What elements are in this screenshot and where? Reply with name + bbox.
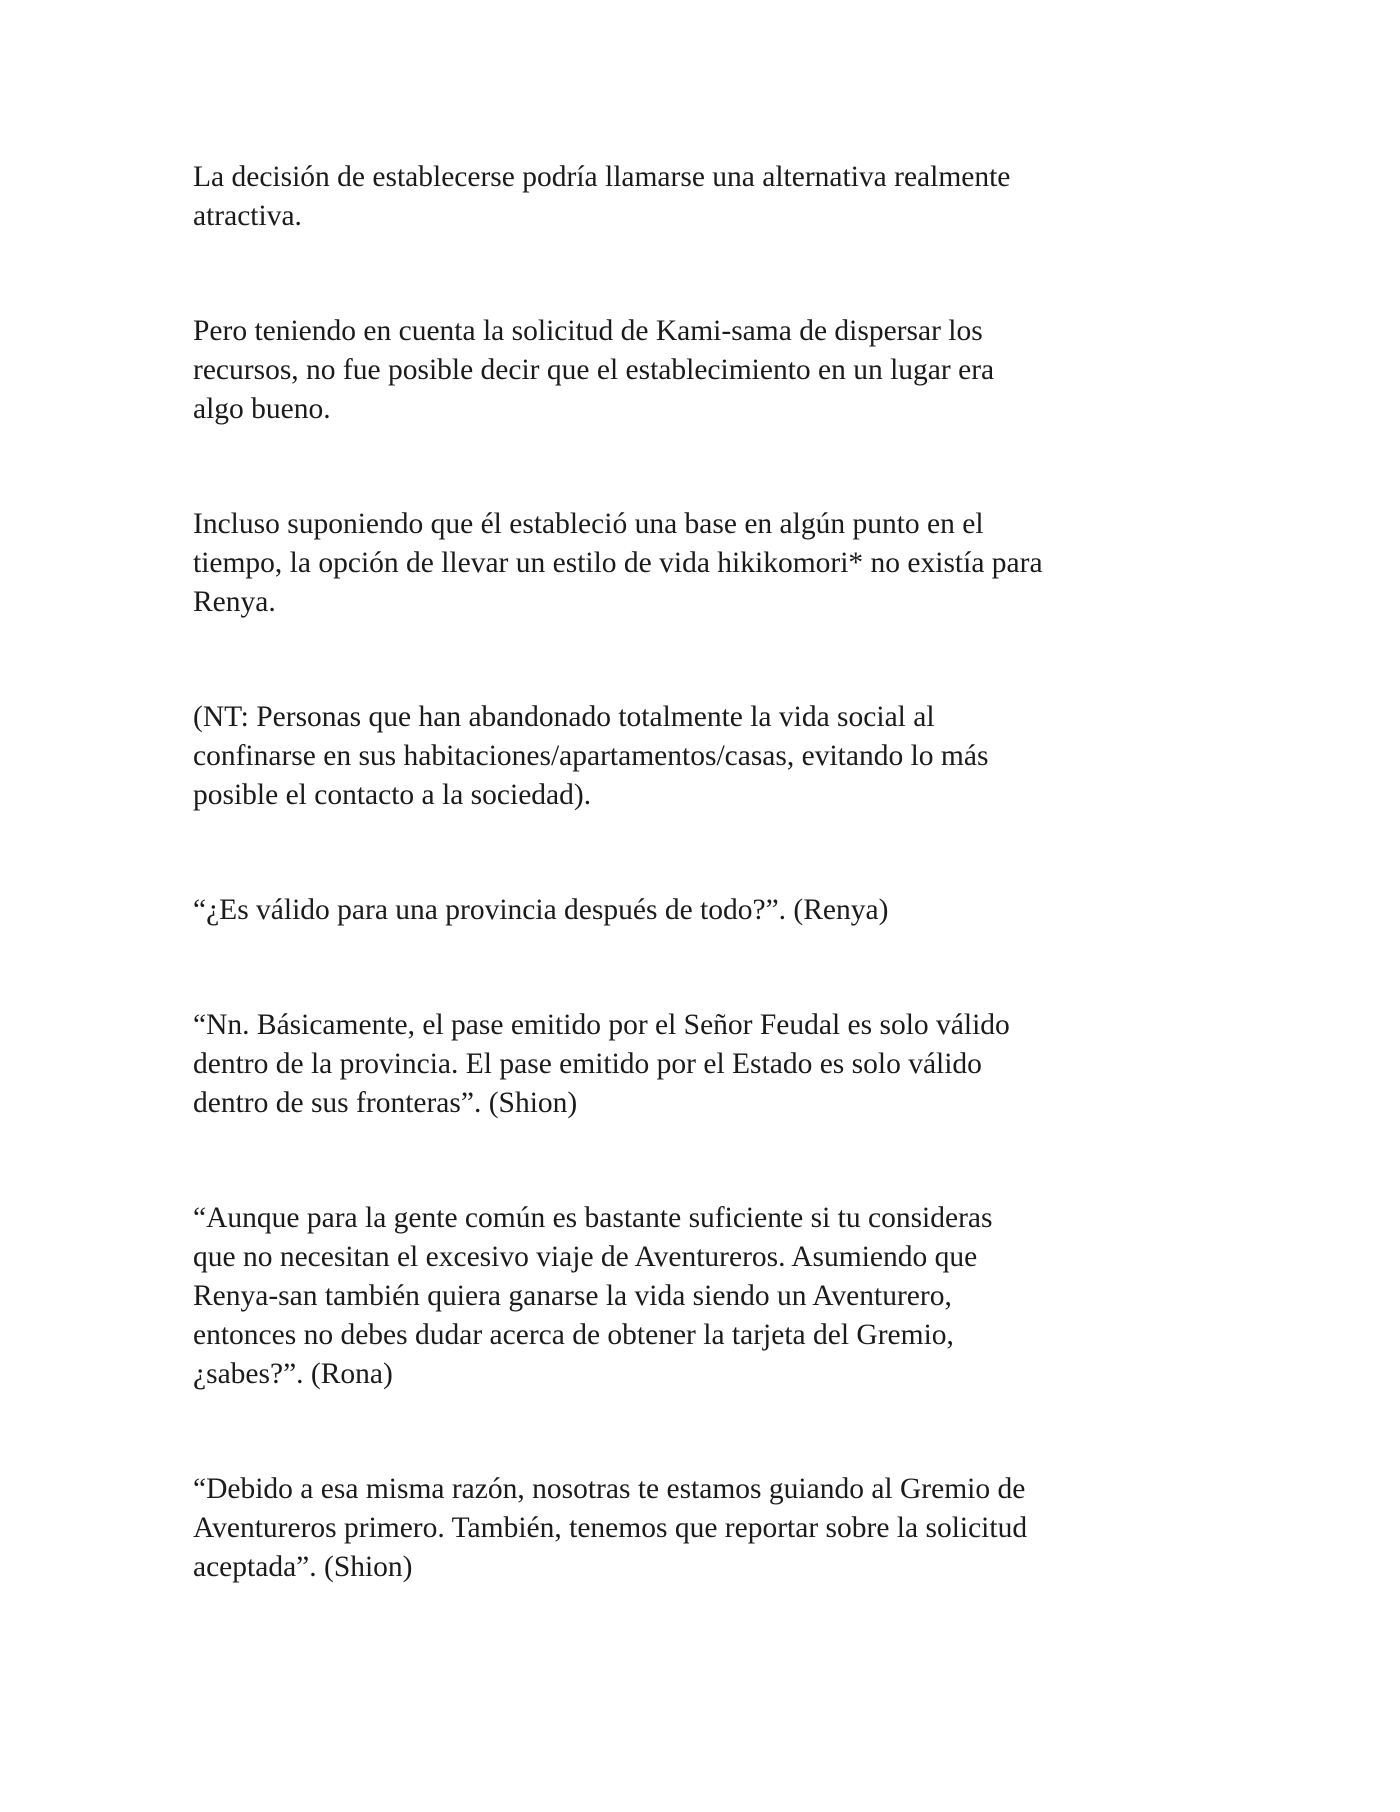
text-line: Renya-san también quiera ganarse la vida siendo un Aventurero,: [193, 1280, 952, 1312]
text-line: “Debido a esa misma razón, nosotras te estamos guiando al Gremio de: [193, 1473, 1026, 1505]
paragraph-1: [193, 158, 1233, 236]
text-line: dentro de sus fronteras”. (Shion): [193, 1087, 578, 1119]
text-line: recursos, no fue posible decir que el establecimiento en un lugar era: [193, 354, 995, 386]
text-line: dentro de la provincia. El pase emitido por el Estado es solo válido: [193, 1048, 982, 1080]
paragraph-3: [193, 505, 1233, 622]
text-line: La decisión de establecerse podría llamarse una alternativa realmente: [193, 161, 1011, 193]
paragraph-2: [193, 312, 1233, 429]
text-line: “Nn. Básicamente, el pase emitido por el Señor Feudal es solo válido: [193, 1009, 1010, 1041]
text-line: Aventureros primero. También, tenemos que reportar sobre la solicitud: [193, 1512, 1028, 1544]
text-line: Incluso suponiendo que él estableció una base en algún punto en el: [193, 508, 984, 540]
text-line: “¿Es válido para una provincia después de todo?”. (Renya): [193, 894, 889, 926]
paragraph-4-translator-note: [193, 698, 1233, 815]
text-line: posible el contacto a la sociedad).: [193, 779, 592, 811]
text-line: (NT: Personas que han abandonado totalmente la vida social al: [193, 701, 935, 733]
paragraph-8-dialogue-shion: [193, 1470, 1233, 1587]
text-line: algo bueno.: [193, 393, 331, 425]
paragraph-7-dialogue-rona: [193, 1199, 1233, 1394]
text-line: aceptada”. (Shion): [193, 1551, 413, 1583]
paragraph-6-dialogue-shion: [193, 1006, 1233, 1123]
document-body: [193, 158, 1233, 1587]
paragraph-5-dialogue-renya: [193, 891, 1233, 930]
text-line: confinarse en sus habitaciones/apartamentos/casas, evitando lo más: [193, 740, 989, 772]
text-line: atractiva.: [193, 200, 302, 232]
text-line: que no necesitan el excesivo viaje de Aventureros. Asumiendo que: [193, 1241, 978, 1273]
text-line: “Aunque para la gente común es bastante suficiente si tu consideras: [193, 1202, 993, 1234]
text-line: entonces no debes dudar acerca de obtener la tarjeta del Gremio,: [193, 1319, 954, 1351]
text-line: tiempo, la opción de llevar un estilo de vida hikikomori* no existía para: [193, 547, 1043, 579]
text-line: ¿sabes?”. (Rona): [193, 1358, 393, 1390]
text-line: Pero teniendo en cuenta la solicitud de Kami-sama de dispersar los: [193, 315, 983, 347]
text-line: Renya.: [193, 586, 276, 618]
